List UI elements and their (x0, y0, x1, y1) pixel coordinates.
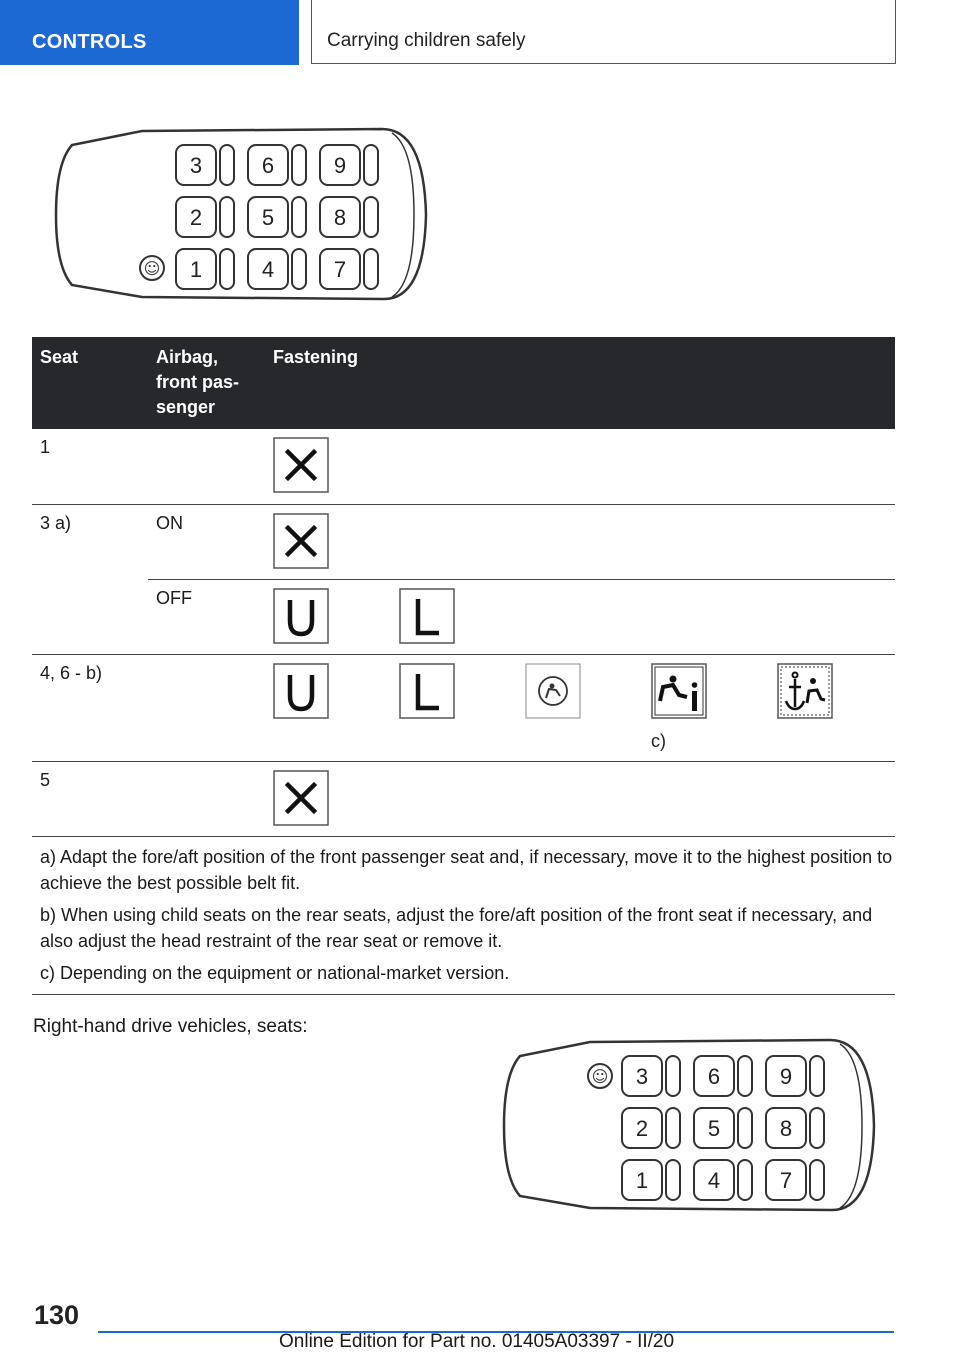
table-footnotes (32, 836, 895, 995)
seat-6-backrest (292, 145, 306, 185)
footnote-c: c) Depending on the equipment or national-market version. (40, 963, 510, 983)
universal-u-icon (273, 588, 329, 644)
airbag-cell (148, 654, 265, 761)
svg-text:☺: ☺ (143, 259, 161, 278)
airbag-symbol (140, 256, 164, 280)
table-row (32, 654, 895, 761)
edition-note: Online Edition for Part no. 01405A03397 - II/20 (279, 1331, 675, 1352)
semi-universal-l-icon (399, 588, 455, 644)
section-tab (0, 0, 299, 65)
seat-number-label: 8 (333, 205, 347, 230)
not-permitted-icon (273, 437, 329, 493)
seat-number-label: 1 (635, 1168, 649, 1193)
rhd-label: Right-hand drive vehicles, seats: (33, 1016, 308, 1037)
airbag-cell: ON (148, 504, 265, 579)
airbag-cell: OFF (148, 579, 265, 654)
table-row (32, 761, 895, 836)
table-header-row (32, 337, 895, 429)
seat-5-backrest (292, 197, 306, 237)
not-permitted-icon (273, 513, 329, 569)
airbag-symbol (588, 1064, 612, 1088)
table-row (32, 429, 895, 504)
airbag-cell (148, 761, 265, 836)
seat-number-label: 1 (189, 257, 203, 282)
isofix-i-icon (651, 663, 707, 719)
seat-4-backrest (738, 1160, 752, 1200)
universal-u-icon (273, 663, 329, 719)
seat-2-backrest (666, 1108, 680, 1148)
seat-number-label: 3 (635, 1064, 649, 1089)
fastening-cell (265, 761, 895, 836)
seat-8-backrest (364, 197, 378, 237)
fastening-cell (265, 654, 895, 761)
fastening-table (32, 337, 895, 837)
seat-number-label: 5 (261, 205, 275, 230)
icon-footnote-c: c) (651, 730, 666, 751)
footnote-b: b) When using child seats on the rear seats, adjust the fore/aft position of the front seat if necessary, and also adjust the head restraint of the rear seat or remove it. (40, 905, 873, 951)
seat-number-label: 7 (779, 1168, 793, 1193)
not-permitted-icon (273, 770, 329, 826)
seat-cell: 4, 6 - b) (32, 654, 148, 761)
fastening-cell (265, 504, 895, 579)
fastening-cell (265, 429, 895, 504)
seat-number-label: 2 (189, 205, 203, 230)
seat-map-rhd (500, 1038, 880, 1214)
seat-number-label: 9 (333, 153, 347, 178)
semi-universal-l-icon (399, 663, 455, 719)
seat-cell: 5 (32, 761, 148, 836)
seat-cell: 1 (32, 429, 148, 504)
seat-grid (622, 1056, 824, 1200)
seat-3-backrest (220, 145, 234, 185)
seat-number-label: 3 (189, 153, 203, 178)
seat-1-backrest (220, 249, 234, 289)
seat-number-label: 9 (779, 1064, 793, 1089)
seat-1-backrest (666, 1160, 680, 1200)
seat-grid (176, 145, 378, 289)
page-number: 130 (34, 1300, 80, 1330)
seat-4-backrest (292, 249, 306, 289)
seat-number-label: 4 (261, 257, 275, 282)
section-label: CONTROLS (32, 31, 147, 53)
seat-number-label: 5 (707, 1116, 721, 1141)
seat-9-backrest (810, 1056, 824, 1096)
seat-number-label: 6 (261, 153, 275, 178)
col-header-seat: Seat (32, 337, 148, 429)
table-row (32, 579, 895, 654)
page-title: Carrying children safely (327, 30, 526, 51)
seat-cell (32, 579, 148, 654)
seat-number-label: 7 (333, 257, 347, 282)
seat-7-backrest (810, 1160, 824, 1200)
seat-7-backrest (364, 249, 378, 289)
seat-cell: 3 a) (40, 512, 72, 533)
seat-number-label: 2 (635, 1116, 649, 1141)
seat-5-backrest (738, 1108, 752, 1148)
page-header (311, 0, 896, 64)
footnote-a: a) Adapt the fore/aft position of the front passenger seat and, if necessary, move it to the highest position to achieve the best possible belt fit. (40, 847, 893, 893)
isofix-anchor-icon (777, 663, 833, 719)
seat-8-backrest (810, 1108, 824, 1148)
col-header-airbag: Airbag, front pas- senger (148, 337, 265, 429)
fastening-cell (265, 579, 895, 654)
seat-2-backrest (220, 197, 234, 237)
seat-number-label: 6 (707, 1064, 721, 1089)
seat-number-label: 4 (707, 1168, 721, 1193)
i-size-icon (525, 663, 581, 719)
seat-map-lhd (52, 127, 432, 303)
seat-3-backrest (666, 1056, 680, 1096)
svg-text:☺: ☺ (591, 1067, 609, 1086)
table-row (32, 504, 895, 579)
airbag-cell (148, 429, 265, 504)
seat-9-backrest (364, 145, 378, 185)
col-header-fastening: Fastening (265, 337, 895, 429)
seat-6-backrest (738, 1056, 752, 1096)
seat-number-label: 8 (779, 1116, 793, 1141)
